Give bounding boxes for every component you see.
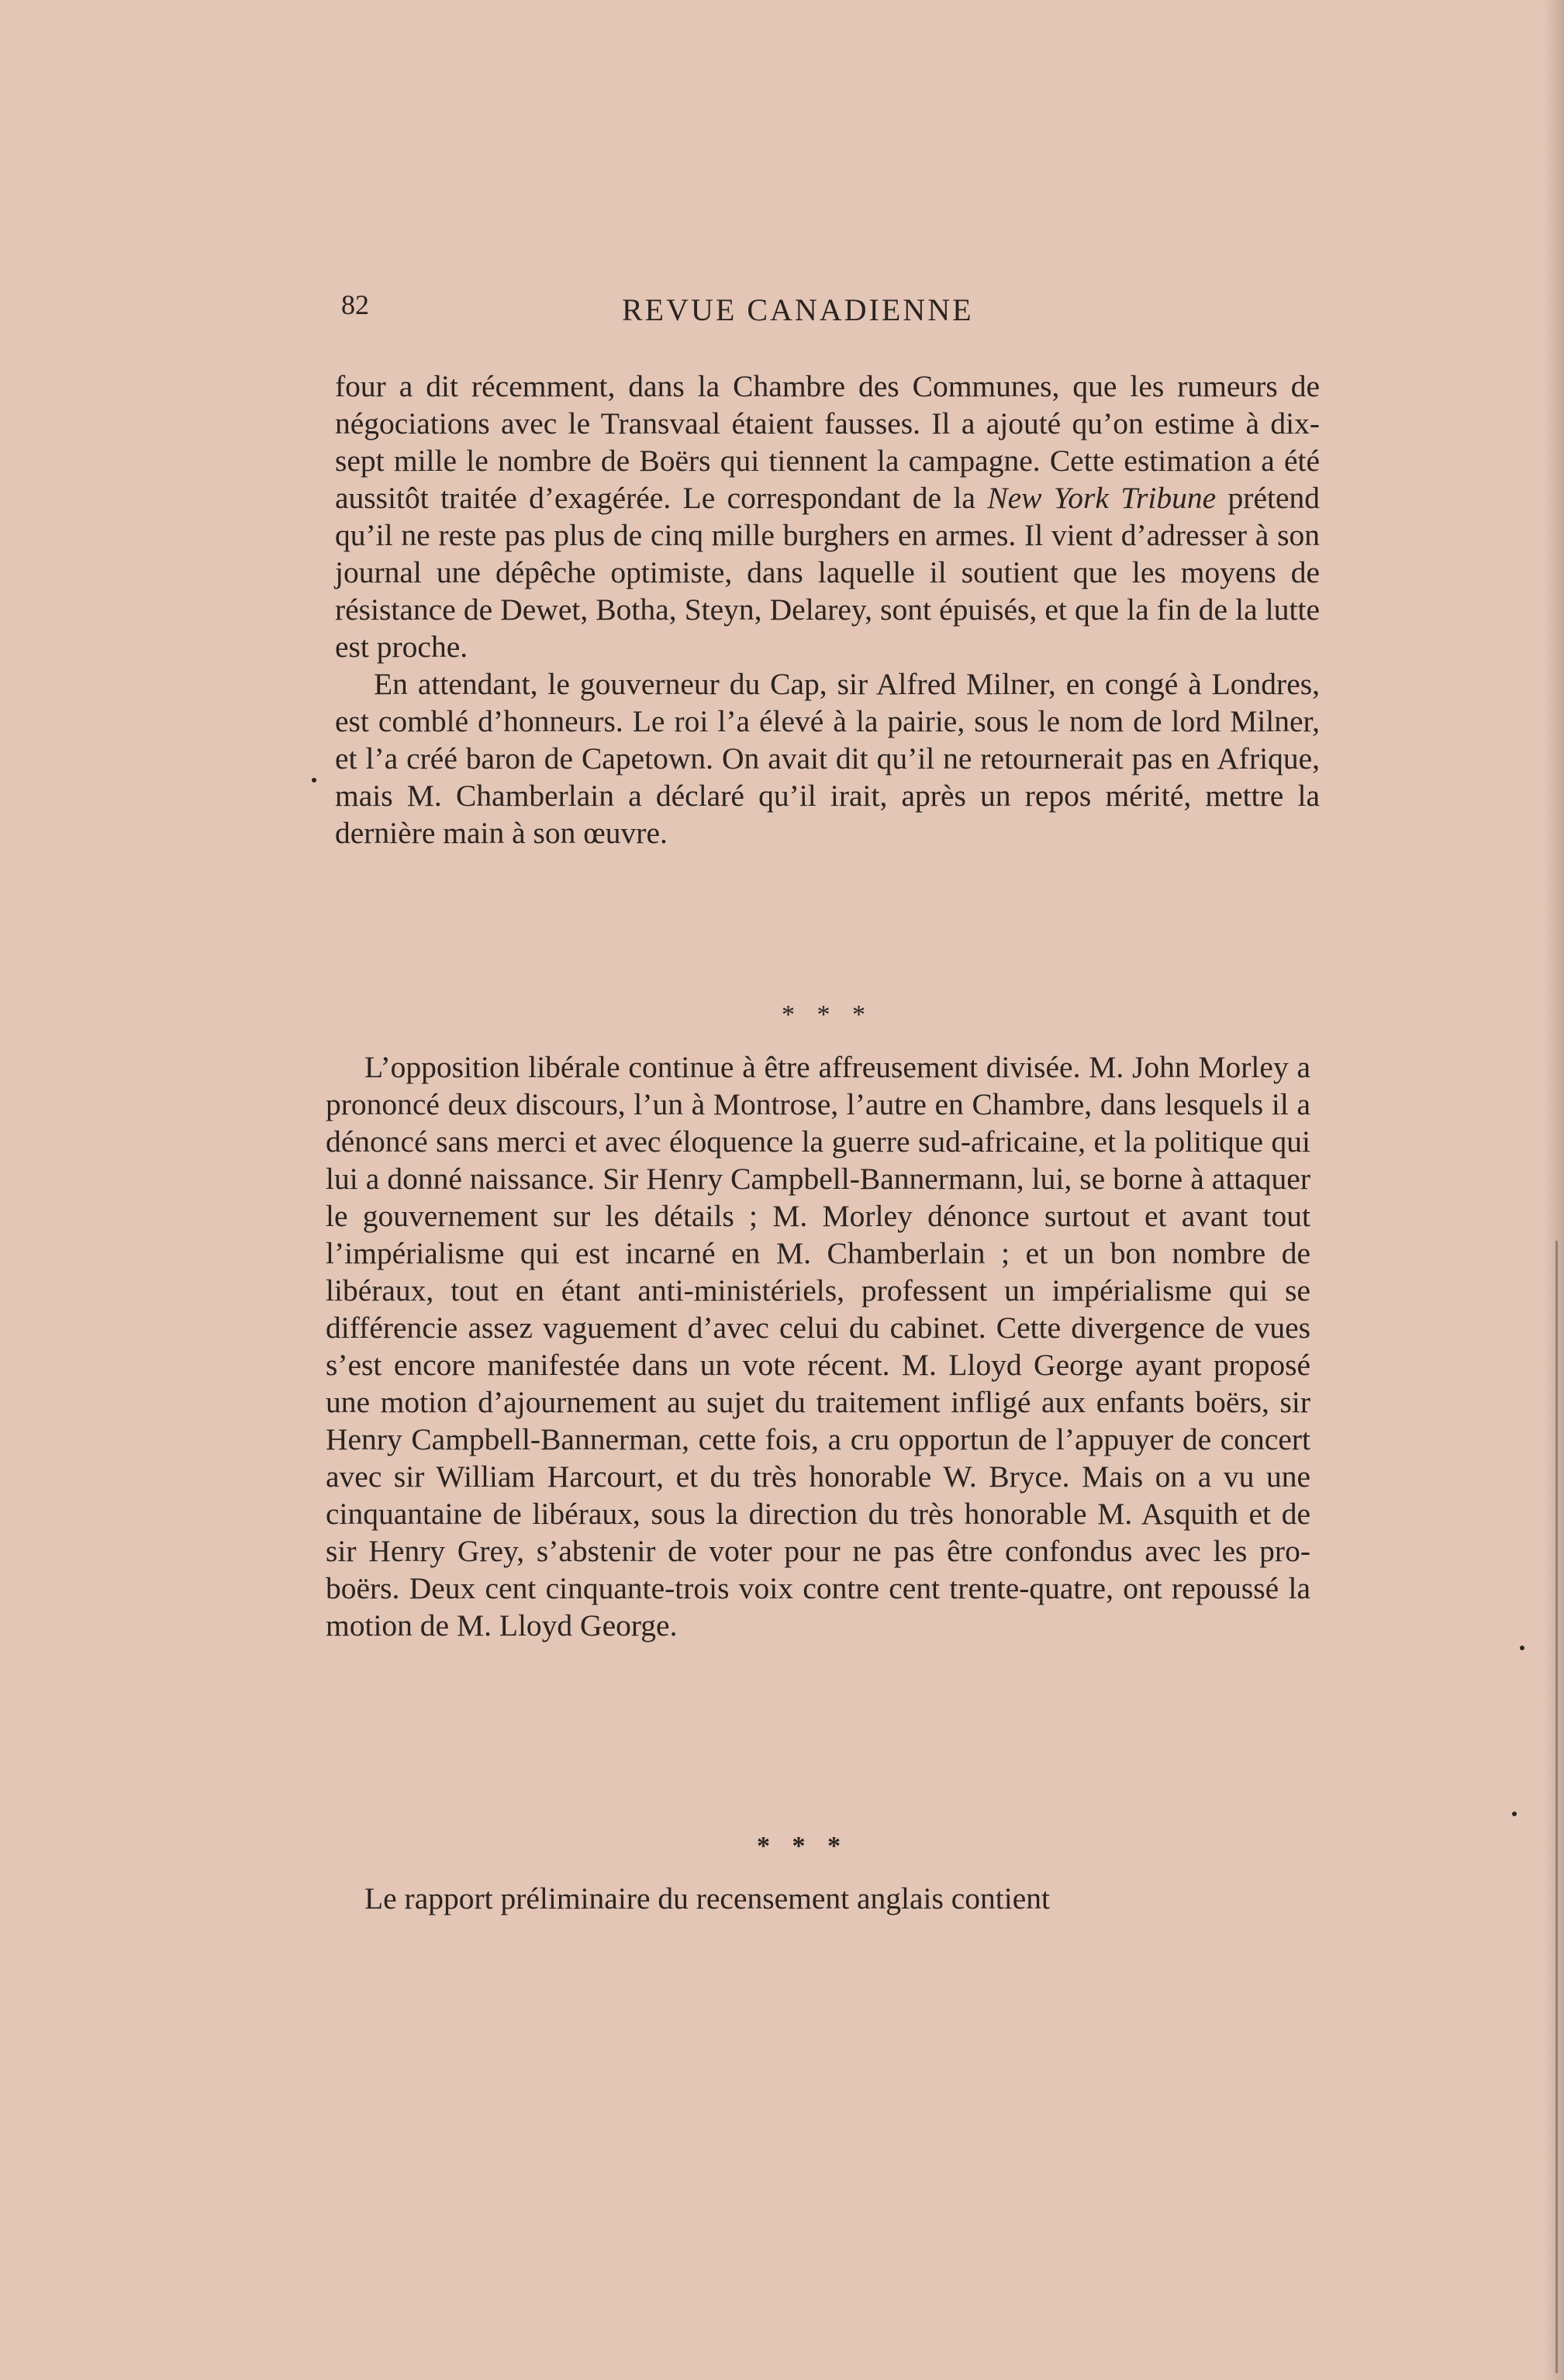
running-title: REVUE CANADIENNE bbox=[622, 292, 974, 327]
ink-dot bbox=[312, 778, 316, 782]
paragraph-1 bbox=[335, 368, 1320, 665]
paragraph-1-text-b: prétend qu’il ne reste pas plus de cinq mille burghers en armes. Il vient d’adresser à son journal une dépêche optimiste, dans laquelle il soutient que les moyens de résistance de Dewet, Botha, Steyn, Delarey, sont épuisés, et que la fin de la lutte est proche. bbox=[335, 481, 1320, 664]
page-edge-line bbox=[1555, 1241, 1558, 2373]
paragraph-1-text-a: four a dit récemment, dans la Chambre des Communes, que les rumeurs de négociations avec le Transvaal étaient fausses. Il a ajouté qu’on estime à dix-sept mille le nombre de Boërs qui tiennent la campagne. Cette estimation a été aussitôt traitée d’exagérée. Le correspondant de la bbox=[335, 369, 1320, 515]
ink-dot bbox=[1520, 1646, 1524, 1650]
text-block-2 bbox=[326, 1048, 1310, 1644]
ink-dot bbox=[1512, 1812, 1517, 1816]
paragraph-3: L’opposition libérale continue à être affreusement divisée. M. John Morley a prononcé deux discours, l’un à Montrose, l’autre en Chambre, dans lesquels il a dénoncé sans merci et avec éloquence la guerre sud-africaine, et la politique qui lui a donné naissance. Sir Henry Campbell-Bannermann, lui, se borne à attaquer le gouvernement sur les détails ; M. Morley dénonce surtout et avant tout l’impérialisme qui est incarné en M. Chamberlain ; et un bon nombre de libéraux, tout en étant anti-ministériels, professent un impérialisme qui se différencie assez vaguement d’avec celui du cabinet. Cette divergence de vues s’est encore manifestée dans un vote récent. M. Lloyd George ayant proposé une motion d’ajournement au sujet du traitement infligé aux enfants boërs, sir Henry Campbell-Bannerman, cette fois, a cru opportun de l’appuyer de concert avec sir William Harcourt, et du très honorable W. Bryce. Mais on a vu une cinquantaine de libéraux, sous la direction du très honorable M. Asquith et de sir Henry Grey, s’abstenir de voter pour ne pas être confondus avec les pro-boërs. Deux cent cinquante-trois voix contre cent trente-quatre, ont repoussé la motion de M. Lloyd George. bbox=[326, 1050, 1310, 1643]
page-number: 82 bbox=[341, 289, 369, 320]
paragraph-4: Le rapport préliminaire du recensement anglais contient bbox=[364, 1881, 1051, 1915]
page-edge-shadow bbox=[1544, 0, 1564, 2380]
text-block-1 bbox=[335, 368, 1320, 851]
section-separator-2: * * * bbox=[757, 1832, 848, 1860]
paragraph-2: En attendant, le gouverneur du Cap, sir Alfred Milner, en congé à Londres, est comblé d’honneurs. Le roi l’a élevé à la pairie, sous le nom de lord Milner, et l’a créé baron de Capetown. On avait dit qu’il ne retournerait pas en Afrique, mais M. Chamberlain a déclaré qu’il irait, après un repos mérité, mettre la dernière main à son œuvre. bbox=[335, 667, 1320, 850]
text-block-3 bbox=[326, 1880, 1310, 1917]
page-header bbox=[341, 288, 1055, 335]
paragraph-1-italic: New York Tribune bbox=[987, 481, 1217, 515]
section-separator-1: * * * bbox=[782, 1000, 873, 1029]
